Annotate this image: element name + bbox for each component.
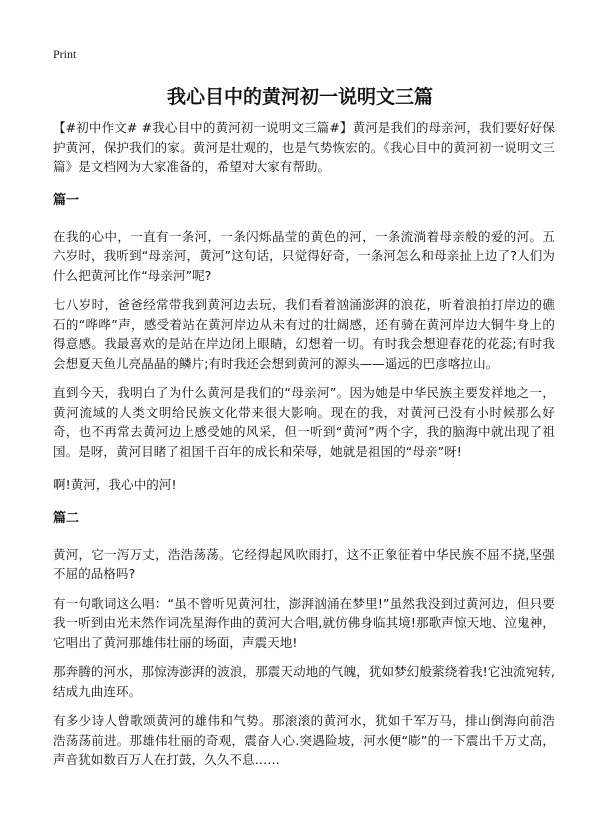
intro-paragraph: 【#初中作文# #我心目中的黄河初一说明文三篇#】黄河是我们的母亲河，我们要好好保护黄河，保护我们的家。黄河是壮观的，也是气势恢宏的。《我心目中的黄河初一说明文三篇》是文档网为大家准备的，希望对大家有帮助。 <box>53 120 555 174</box>
section-2-paragraph-4: 有多少诗人曾歌颂黄河的雄伟和气势。那滚滚的黄河水，犹如千军万马，排山倒海向前浩浩荡荡前进。那雄伟壮丽的奇观，震奋人心.突遇险坡，河水便“嘭”的一下震出千万丈高，声音犹如数百万人在打鼓，久久不息…… <box>53 713 555 767</box>
section-1-paragraph-1: 在我的心中，一直有一条河，一条闪烁晶莹的黄色的河，一条流淌着母亲般的爱的河。五六岁时，我听到“母亲河，黄河”这句话，只觉得好奇，一条河怎么和母亲扯上边了?人们为什么把黄河比作“母亲河”呢? <box>53 228 555 283</box>
section-1-paragraph-3: 直到今天，我明白了为什么黄河是我们的“母亲河”。因为她是中华民族主要发祥地之一，黄河流域的人类文明给民族文化带来很大影响。现在的我，对黄河已没有小时候那么好奇，也不再常去黄河边上感受她的风采，但一听到“黄河”两个字，我的脑海中就出现了祖国。是呀，黄河目睹了祖国千百年的成长和荣辱，她就是祖国的“母亲”呀! <box>53 385 555 459</box>
section-heading-2: 篇二 <box>53 510 80 526</box>
print-link[interactable]: Print <box>53 47 77 61</box>
section-1-paragraph-2: 七八岁时，爸爸经常带我到黄河边去玩，我们看着汹涌澎湃的浪花，听着浪拍打岸边的礁石的“哗哗”声，感受着站在黄河岸边从未有过的壮阔感，还有骑在黄河岸边大铜牛身上的得意感。我最喜欢的是站在岸边闭上眼睛，幻想着一切。有时我会想迎春花的花蕊;有时我会想夏天鱼儿亮晶晶的鳞片;有时我还会想到黄河的源头——遥远的巴彦喀拉山。 <box>53 297 555 371</box>
section-2-paragraph-3: 那奔腾的河水，那惊涛澎湃的波浪，那震天动地的气魄，犹如梦幻般萦绕着我!它浊流宛转,结成九曲连环。 <box>53 664 555 699</box>
document-body <box>53 118 555 780</box>
section-heading-1: 篇一 <box>53 192 80 208</box>
section-2-paragraph-2: 有一句歌词这么唱：“虽不曾听见黄河壮，澎湃汹涌在梦里!”虽然我没到过黄河边，但只要我一听到由光未然作词冼星海作曲的黄河大合唱,就仿佛身临其境!那歌声惊天地、泣鬼神，它唱出了黄河那雄伟壮丽的场面，声震天地! <box>53 595 555 650</box>
section-1-paragraph-4: 啊!黄河，我心中的河! <box>53 477 177 492</box>
page-title: 我心目中的黄河初一说明文三篇 <box>166 86 433 108</box>
section-2-paragraph-1: 黄河，它一泻万丈，浩浩荡荡。它经得起风吹雨打，这不正象征着中华民族不屈不挠,坚强不屈的品格吗? <box>53 546 555 581</box>
